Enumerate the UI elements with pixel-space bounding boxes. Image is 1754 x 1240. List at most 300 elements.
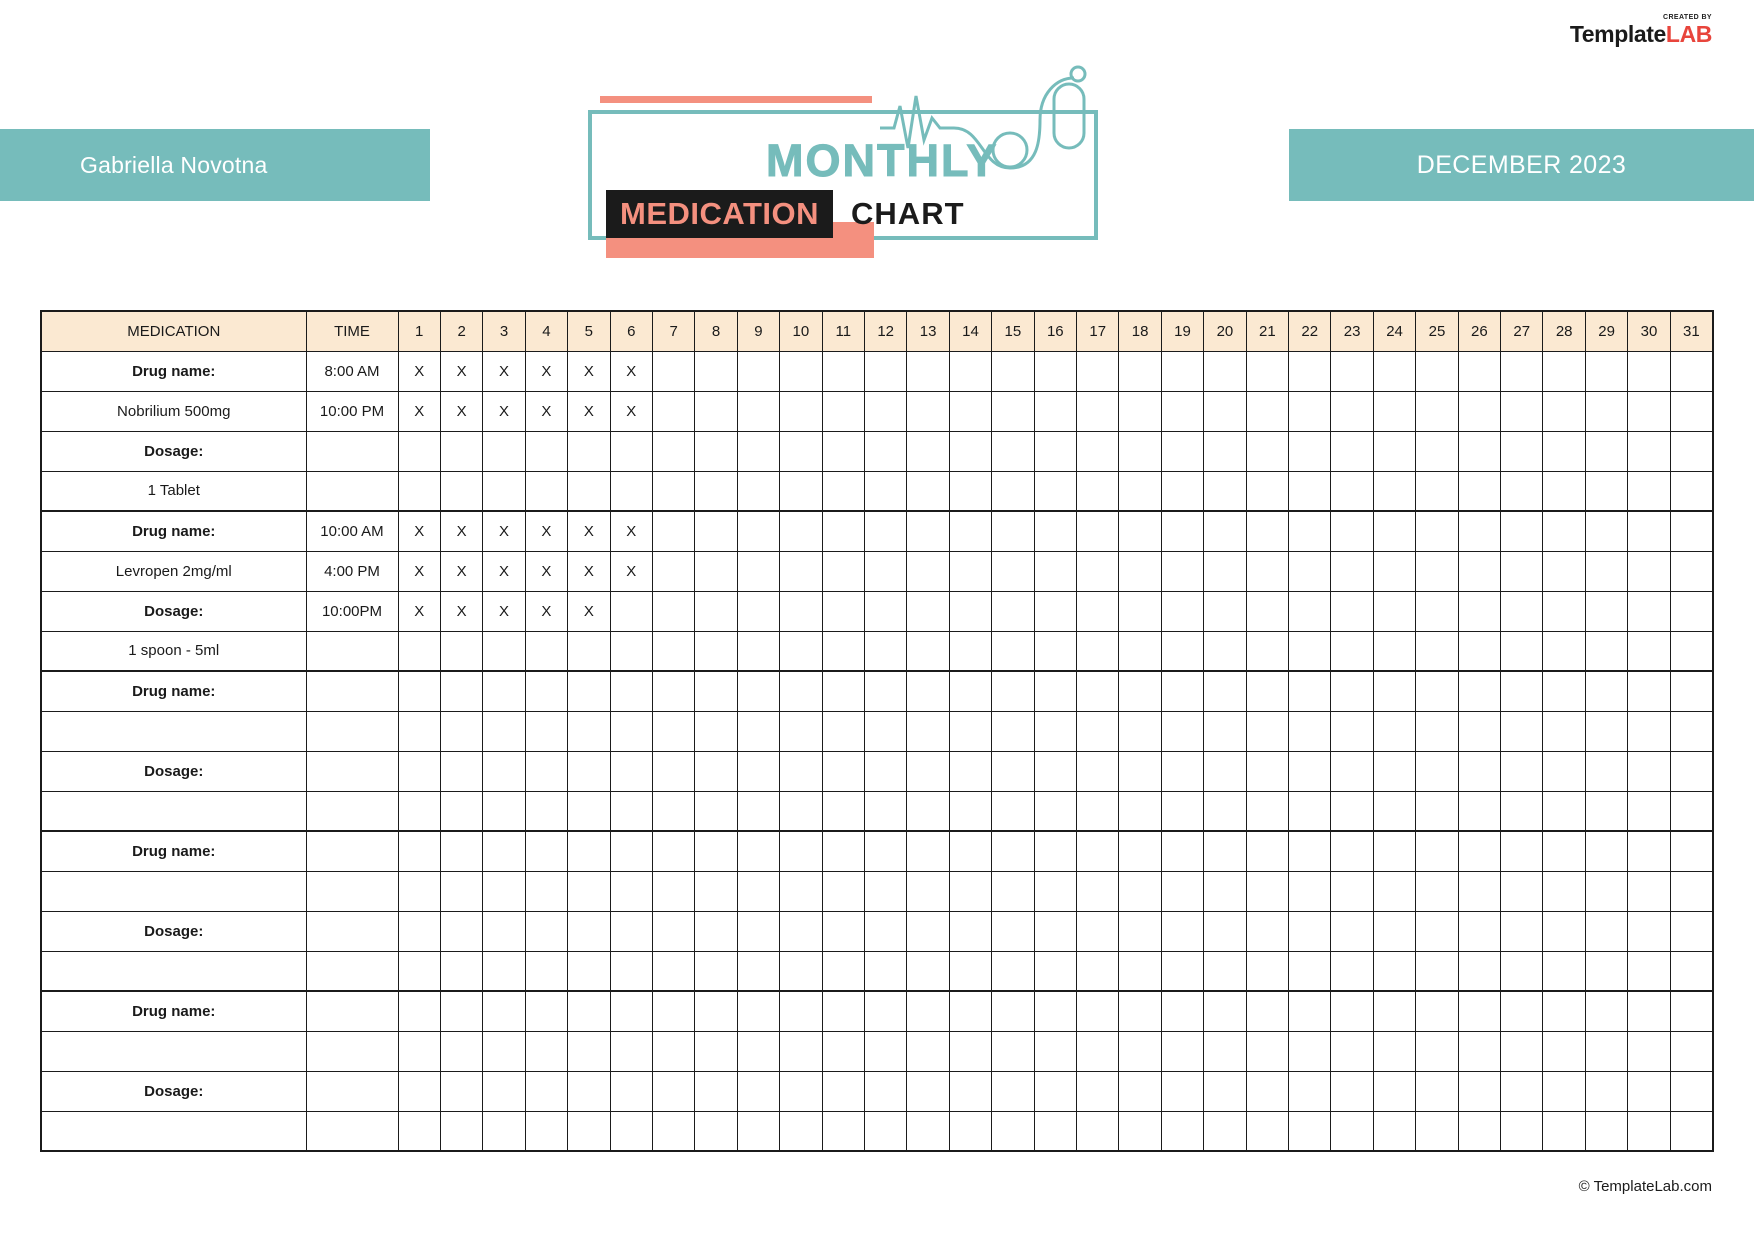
day-cell-26[interactable] <box>1458 391 1500 431</box>
time-cell[interactable] <box>306 791 398 831</box>
day-cell-23[interactable] <box>1331 911 1373 951</box>
day-cell-10[interactable] <box>780 591 822 631</box>
day-cell-11[interactable] <box>822 471 864 511</box>
day-cell-13[interactable] <box>907 671 949 711</box>
day-cell-30[interactable] <box>1628 751 1670 791</box>
day-cell-3[interactable]: X <box>483 511 525 551</box>
day-cell-23[interactable] <box>1331 431 1373 471</box>
day-cell-10[interactable] <box>780 711 822 751</box>
day-cell-29[interactable] <box>1585 791 1627 831</box>
medication-label-cell[interactable]: Drug name: <box>41 991 306 1031</box>
day-cell-22[interactable] <box>1289 1111 1331 1151</box>
day-cell-29[interactable] <box>1585 591 1627 631</box>
day-cell-9[interactable] <box>737 911 779 951</box>
day-cell-20[interactable] <box>1204 911 1246 951</box>
day-cell-29[interactable] <box>1585 391 1627 431</box>
day-cell-19[interactable] <box>1161 631 1203 671</box>
day-cell-17[interactable] <box>1077 991 1119 1031</box>
day-cell-7[interactable] <box>652 1111 694 1151</box>
day-cell-18[interactable] <box>1119 831 1161 871</box>
day-cell-23[interactable] <box>1331 671 1373 711</box>
day-cell-15[interactable] <box>992 1111 1034 1151</box>
day-cell-16[interactable] <box>1034 791 1076 831</box>
day-cell-29[interactable] <box>1585 471 1627 511</box>
day-cell-17[interactable] <box>1077 471 1119 511</box>
day-cell-21[interactable] <box>1246 791 1288 831</box>
day-cell-27[interactable] <box>1501 791 1543 831</box>
day-cell-31[interactable] <box>1670 1031 1713 1071</box>
day-cell-7[interactable] <box>652 751 694 791</box>
day-cell-26[interactable] <box>1458 671 1500 711</box>
day-cell-18[interactable] <box>1119 751 1161 791</box>
day-cell-18[interactable] <box>1119 991 1161 1031</box>
day-cell-17[interactable] <box>1077 591 1119 631</box>
day-cell-25[interactable] <box>1416 671 1458 711</box>
day-cell-12[interactable] <box>864 991 906 1031</box>
day-cell-25[interactable] <box>1416 711 1458 751</box>
day-cell-15[interactable] <box>992 471 1034 511</box>
medication-value-cell[interactable]: Nobrilium 500mg <box>41 391 306 431</box>
day-cell-28[interactable] <box>1543 991 1585 1031</box>
day-cell-1[interactable] <box>398 671 440 711</box>
day-cell-3[interactable] <box>483 911 525 951</box>
day-cell-22[interactable] <box>1289 831 1331 871</box>
day-cell-14[interactable] <box>949 671 991 711</box>
day-cell-31[interactable] <box>1670 991 1713 1031</box>
day-cell-20[interactable] <box>1204 1111 1246 1151</box>
day-cell-23[interactable] <box>1331 951 1373 991</box>
day-cell-6[interactable] <box>610 1071 652 1111</box>
day-cell-22[interactable] <box>1289 871 1331 911</box>
medication-label-cell[interactable]: Drug name: <box>41 671 306 711</box>
day-cell-24[interactable] <box>1373 1031 1415 1071</box>
day-cell-7[interactable] <box>652 551 694 591</box>
time-cell[interactable] <box>306 431 398 471</box>
day-cell-26[interactable] <box>1458 591 1500 631</box>
day-cell-28[interactable] <box>1543 791 1585 831</box>
day-cell-29[interactable] <box>1585 511 1627 551</box>
day-cell-16[interactable] <box>1034 1111 1076 1151</box>
day-cell-17[interactable] <box>1077 431 1119 471</box>
day-cell-25[interactable] <box>1416 751 1458 791</box>
day-cell-16[interactable] <box>1034 991 1076 1031</box>
day-cell-29[interactable] <box>1585 831 1627 871</box>
day-cell-19[interactable] <box>1161 711 1203 751</box>
day-cell-12[interactable] <box>864 471 906 511</box>
day-cell-27[interactable] <box>1501 471 1543 511</box>
day-cell-23[interactable] <box>1331 1031 1373 1071</box>
day-cell-4[interactable]: X <box>525 511 567 551</box>
day-cell-20[interactable] <box>1204 1031 1246 1071</box>
time-cell[interactable] <box>306 951 398 991</box>
day-cell-23[interactable] <box>1331 351 1373 391</box>
day-cell-22[interactable] <box>1289 551 1331 591</box>
day-cell-25[interactable] <box>1416 911 1458 951</box>
day-cell-9[interactable] <box>737 551 779 591</box>
day-cell-25[interactable] <box>1416 591 1458 631</box>
day-cell-31[interactable] <box>1670 871 1713 911</box>
day-cell-12[interactable] <box>864 951 906 991</box>
day-cell-14[interactable] <box>949 1031 991 1071</box>
day-cell-24[interactable] <box>1373 711 1415 751</box>
day-cell-19[interactable] <box>1161 1071 1203 1111</box>
day-cell-18[interactable] <box>1119 1071 1161 1111</box>
day-cell-19[interactable] <box>1161 511 1203 551</box>
day-cell-8[interactable] <box>695 871 737 911</box>
day-cell-30[interactable] <box>1628 871 1670 911</box>
day-cell-1[interactable] <box>398 1071 440 1111</box>
day-cell-14[interactable] <box>949 1071 991 1111</box>
day-cell-2[interactable] <box>440 711 482 751</box>
day-cell-1[interactable]: X <box>398 391 440 431</box>
time-cell[interactable] <box>306 671 398 711</box>
day-cell-9[interactable] <box>737 871 779 911</box>
day-cell-23[interactable] <box>1331 391 1373 431</box>
day-cell-30[interactable] <box>1628 391 1670 431</box>
day-cell-28[interactable] <box>1543 831 1585 871</box>
day-cell-9[interactable] <box>737 1111 779 1151</box>
day-cell-28[interactable] <box>1543 671 1585 711</box>
day-cell-4[interactable] <box>525 711 567 751</box>
day-cell-29[interactable] <box>1585 671 1627 711</box>
day-cell-27[interactable] <box>1501 711 1543 751</box>
day-cell-10[interactable] <box>780 1071 822 1111</box>
day-cell-5[interactable] <box>568 1111 610 1151</box>
day-cell-21[interactable] <box>1246 991 1288 1031</box>
day-cell-15[interactable] <box>992 711 1034 751</box>
medication-value-cell[interactable]: 1 Tablet <box>41 471 306 511</box>
day-cell-25[interactable] <box>1416 1031 1458 1071</box>
day-cell-24[interactable] <box>1373 1071 1415 1111</box>
day-cell-22[interactable] <box>1289 351 1331 391</box>
day-cell-28[interactable] <box>1543 911 1585 951</box>
day-cell-12[interactable] <box>864 711 906 751</box>
day-cell-17[interactable] <box>1077 751 1119 791</box>
day-cell-23[interactable] <box>1331 711 1373 751</box>
day-cell-2[interactable] <box>440 631 482 671</box>
day-cell-27[interactable] <box>1501 631 1543 671</box>
day-cell-20[interactable] <box>1204 511 1246 551</box>
time-cell[interactable]: 10:00PM <box>306 591 398 631</box>
day-cell-24[interactable] <box>1373 351 1415 391</box>
day-cell-20[interactable] <box>1204 791 1246 831</box>
day-cell-26[interactable] <box>1458 791 1500 831</box>
day-cell-1[interactable]: X <box>398 351 440 391</box>
day-cell-7[interactable] <box>652 631 694 671</box>
day-cell-10[interactable] <box>780 871 822 911</box>
time-cell[interactable] <box>306 471 398 511</box>
day-cell-12[interactable] <box>864 911 906 951</box>
day-cell-30[interactable] <box>1628 631 1670 671</box>
day-cell-31[interactable] <box>1670 511 1713 551</box>
day-cell-19[interactable] <box>1161 951 1203 991</box>
day-cell-19[interactable] <box>1161 471 1203 511</box>
day-cell-14[interactable] <box>949 711 991 751</box>
day-cell-25[interactable] <box>1416 831 1458 871</box>
day-cell-13[interactable] <box>907 1071 949 1111</box>
day-cell-16[interactable] <box>1034 831 1076 871</box>
day-cell-5[interactable] <box>568 471 610 511</box>
day-cell-10[interactable] <box>780 911 822 951</box>
day-cell-19[interactable] <box>1161 911 1203 951</box>
time-cell[interactable] <box>306 831 398 871</box>
day-cell-8[interactable] <box>695 1071 737 1111</box>
day-cell-19[interactable] <box>1161 1111 1203 1151</box>
day-cell-7[interactable] <box>652 991 694 1031</box>
day-cell-1[interactable] <box>398 751 440 791</box>
day-cell-21[interactable] <box>1246 551 1288 591</box>
day-cell-5[interactable] <box>568 671 610 711</box>
time-cell[interactable] <box>306 1071 398 1111</box>
day-cell-22[interactable] <box>1289 991 1331 1031</box>
time-cell[interactable] <box>306 751 398 791</box>
day-cell-24[interactable] <box>1373 871 1415 911</box>
day-cell-4[interactable] <box>525 1071 567 1111</box>
day-cell-18[interactable] <box>1119 911 1161 951</box>
day-cell-9[interactable] <box>737 391 779 431</box>
day-cell-29[interactable] <box>1585 431 1627 471</box>
day-cell-22[interactable] <box>1289 1031 1331 1071</box>
day-cell-12[interactable] <box>864 591 906 631</box>
day-cell-24[interactable] <box>1373 511 1415 551</box>
day-cell-15[interactable] <box>992 951 1034 991</box>
day-cell-2[interactable] <box>440 951 482 991</box>
day-cell-16[interactable] <box>1034 591 1076 631</box>
day-cell-14[interactable] <box>949 591 991 631</box>
day-cell-29[interactable] <box>1585 631 1627 671</box>
day-cell-6[interactable] <box>610 871 652 911</box>
day-cell-4[interactable]: X <box>525 391 567 431</box>
day-cell-24[interactable] <box>1373 631 1415 671</box>
day-cell-21[interactable] <box>1246 391 1288 431</box>
day-cell-20[interactable] <box>1204 991 1246 1031</box>
day-cell-20[interactable] <box>1204 431 1246 471</box>
day-cell-16[interactable] <box>1034 511 1076 551</box>
day-cell-7[interactable] <box>652 671 694 711</box>
day-cell-23[interactable] <box>1331 991 1373 1031</box>
day-cell-16[interactable] <box>1034 551 1076 591</box>
day-cell-19[interactable] <box>1161 431 1203 471</box>
day-cell-1[interactable] <box>398 711 440 751</box>
day-cell-10[interactable] <box>780 831 822 871</box>
day-cell-10[interactable] <box>780 391 822 431</box>
day-cell-30[interactable] <box>1628 1031 1670 1071</box>
day-cell-4[interactable] <box>525 911 567 951</box>
medication-value-cell[interactable]: Levropen 2mg/ml <box>41 551 306 591</box>
medication-value-cell[interactable]: 1 spoon - 5ml <box>41 631 306 671</box>
day-cell-11[interactable] <box>822 871 864 911</box>
day-cell-26[interactable] <box>1458 951 1500 991</box>
day-cell-3[interactable] <box>483 711 525 751</box>
day-cell-20[interactable] <box>1204 871 1246 911</box>
day-cell-30[interactable] <box>1628 831 1670 871</box>
day-cell-14[interactable] <box>949 631 991 671</box>
day-cell-13[interactable] <box>907 711 949 751</box>
day-cell-30[interactable] <box>1628 511 1670 551</box>
day-cell-22[interactable] <box>1289 631 1331 671</box>
day-cell-30[interactable] <box>1628 671 1670 711</box>
day-cell-9[interactable] <box>737 511 779 551</box>
day-cell-16[interactable] <box>1034 431 1076 471</box>
day-cell-6[interactable] <box>610 711 652 751</box>
day-cell-7[interactable] <box>652 1071 694 1111</box>
time-cell[interactable]: 10:00 PM <box>306 391 398 431</box>
day-cell-19[interactable] <box>1161 551 1203 591</box>
day-cell-6[interactable] <box>610 631 652 671</box>
time-cell[interactable] <box>306 711 398 751</box>
day-cell-20[interactable] <box>1204 751 1246 791</box>
day-cell-11[interactable] <box>822 351 864 391</box>
day-cell-26[interactable] <box>1458 471 1500 511</box>
day-cell-29[interactable] <box>1585 911 1627 951</box>
day-cell-9[interactable] <box>737 831 779 871</box>
day-cell-23[interactable] <box>1331 551 1373 591</box>
day-cell-25[interactable] <box>1416 551 1458 591</box>
day-cell-7[interactable] <box>652 791 694 831</box>
day-cell-5[interactable] <box>568 911 610 951</box>
day-cell-27[interactable] <box>1501 1111 1543 1151</box>
day-cell-27[interactable] <box>1501 671 1543 711</box>
day-cell-15[interactable] <box>992 631 1034 671</box>
day-cell-25[interactable] <box>1416 791 1458 831</box>
day-cell-16[interactable] <box>1034 391 1076 431</box>
day-cell-26[interactable] <box>1458 1031 1500 1071</box>
day-cell-24[interactable] <box>1373 471 1415 511</box>
day-cell-5[interactable] <box>568 431 610 471</box>
day-cell-17[interactable] <box>1077 871 1119 911</box>
day-cell-29[interactable] <box>1585 551 1627 591</box>
day-cell-30[interactable] <box>1628 951 1670 991</box>
day-cell-28[interactable] <box>1543 431 1585 471</box>
day-cell-8[interactable] <box>695 511 737 551</box>
day-cell-12[interactable] <box>864 1071 906 1111</box>
day-cell-23[interactable] <box>1331 591 1373 631</box>
day-cell-26[interactable] <box>1458 351 1500 391</box>
day-cell-18[interactable] <box>1119 591 1161 631</box>
day-cell-29[interactable] <box>1585 1111 1627 1151</box>
day-cell-1[interactable] <box>398 831 440 871</box>
day-cell-24[interactable] <box>1373 1111 1415 1151</box>
day-cell-2[interactable] <box>440 1031 482 1071</box>
day-cell-31[interactable] <box>1670 471 1713 511</box>
day-cell-12[interactable] <box>864 831 906 871</box>
day-cell-23[interactable] <box>1331 471 1373 511</box>
day-cell-9[interactable] <box>737 791 779 831</box>
day-cell-3[interactable] <box>483 671 525 711</box>
day-cell-29[interactable] <box>1585 751 1627 791</box>
day-cell-9[interactable] <box>737 951 779 991</box>
day-cell-12[interactable] <box>864 511 906 551</box>
day-cell-15[interactable] <box>992 511 1034 551</box>
day-cell-21[interactable] <box>1246 471 1288 511</box>
day-cell-10[interactable] <box>780 791 822 831</box>
day-cell-15[interactable] <box>992 671 1034 711</box>
day-cell-29[interactable] <box>1585 351 1627 391</box>
day-cell-18[interactable] <box>1119 671 1161 711</box>
day-cell-26[interactable] <box>1458 631 1500 671</box>
day-cell-8[interactable] <box>695 471 737 511</box>
time-cell[interactable]: 4:00 PM <box>306 551 398 591</box>
day-cell-31[interactable] <box>1670 831 1713 871</box>
day-cell-2[interactable] <box>440 871 482 911</box>
day-cell-18[interactable] <box>1119 711 1161 751</box>
day-cell-29[interactable] <box>1585 951 1627 991</box>
medication-label-cell[interactable]: Dosage: <box>41 1071 306 1111</box>
day-cell-2[interactable] <box>440 471 482 511</box>
day-cell-25[interactable] <box>1416 631 1458 671</box>
day-cell-15[interactable] <box>992 1071 1034 1111</box>
day-cell-22[interactable] <box>1289 511 1331 551</box>
day-cell-12[interactable] <box>864 671 906 711</box>
day-cell-2[interactable] <box>440 791 482 831</box>
day-cell-4[interactable] <box>525 631 567 671</box>
day-cell-11[interactable] <box>822 1031 864 1071</box>
day-cell-24[interactable] <box>1373 831 1415 871</box>
day-cell-1[interactable] <box>398 1031 440 1071</box>
day-cell-10[interactable] <box>780 1031 822 1071</box>
day-cell-18[interactable] <box>1119 871 1161 911</box>
day-cell-31[interactable] <box>1670 591 1713 631</box>
day-cell-17[interactable] <box>1077 1031 1119 1071</box>
day-cell-5[interactable] <box>568 1031 610 1071</box>
day-cell-2[interactable]: X <box>440 391 482 431</box>
day-cell-13[interactable] <box>907 871 949 911</box>
day-cell-7[interactable] <box>652 871 694 911</box>
day-cell-18[interactable] <box>1119 1031 1161 1071</box>
day-cell-7[interactable] <box>652 711 694 751</box>
medication-label-cell[interactable]: Dosage: <box>41 911 306 951</box>
day-cell-8[interactable] <box>695 1031 737 1071</box>
day-cell-30[interactable] <box>1628 591 1670 631</box>
day-cell-17[interactable] <box>1077 831 1119 871</box>
day-cell-28[interactable] <box>1543 631 1585 671</box>
day-cell-3[interactable]: X <box>483 391 525 431</box>
day-cell-16[interactable] <box>1034 911 1076 951</box>
day-cell-5[interactable]: X <box>568 391 610 431</box>
day-cell-6[interactable] <box>610 1031 652 1071</box>
day-cell-11[interactable] <box>822 671 864 711</box>
day-cell-4[interactable] <box>525 871 567 911</box>
day-cell-3[interactable]: X <box>483 351 525 391</box>
time-cell[interactable] <box>306 1031 398 1071</box>
day-cell-11[interactable] <box>822 791 864 831</box>
day-cell-14[interactable] <box>949 351 991 391</box>
day-cell-23[interactable] <box>1331 511 1373 551</box>
day-cell-8[interactable] <box>695 831 737 871</box>
day-cell-5[interactable] <box>568 871 610 911</box>
day-cell-2[interactable] <box>440 1071 482 1111</box>
day-cell-26[interactable] <box>1458 831 1500 871</box>
day-cell-9[interactable] <box>737 631 779 671</box>
day-cell-24[interactable] <box>1373 791 1415 831</box>
day-cell-26[interactable] <box>1458 511 1500 551</box>
day-cell-19[interactable] <box>1161 1031 1203 1071</box>
day-cell-15[interactable] <box>992 351 1034 391</box>
medication-label-cell[interactable]: Dosage: <box>41 751 306 791</box>
day-cell-21[interactable] <box>1246 511 1288 551</box>
day-cell-31[interactable] <box>1670 1111 1713 1151</box>
medication-value-cell[interactable] <box>41 791 306 831</box>
medication-value-cell[interactable] <box>41 1031 306 1071</box>
day-cell-8[interactable] <box>695 711 737 751</box>
day-cell-13[interactable] <box>907 511 949 551</box>
day-cell-9[interactable] <box>737 991 779 1031</box>
day-cell-23[interactable] <box>1331 871 1373 911</box>
day-cell-16[interactable] <box>1034 1031 1076 1071</box>
day-cell-1[interactable] <box>398 871 440 911</box>
day-cell-28[interactable] <box>1543 511 1585 551</box>
day-cell-20[interactable] <box>1204 391 1246 431</box>
